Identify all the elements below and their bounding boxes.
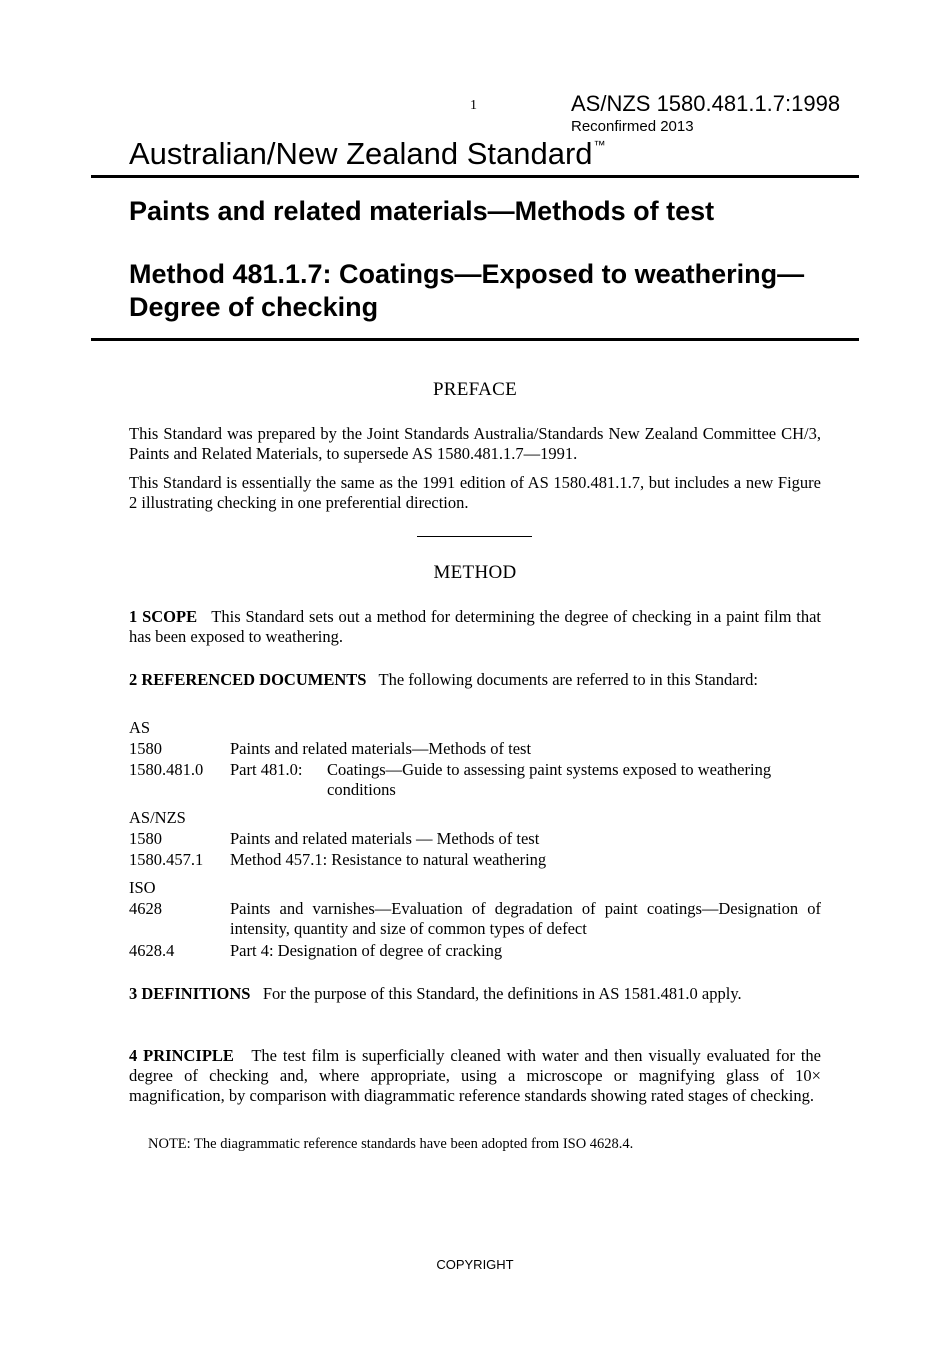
reference-code: 1580.481.0 (129, 760, 204, 779)
top-rule (91, 175, 859, 178)
method-title: Method 481.1.7: Coatings—Exposed to weathering—Degree of checking (129, 259, 805, 322)
scope-clause (129, 607, 821, 647)
reference-item (129, 760, 821, 800)
definitions-clause (129, 984, 821, 1004)
reference-group-name: ISO (129, 878, 156, 897)
reference-code: 4628 (129, 899, 162, 918)
reference-code: 1580.457.1 (129, 850, 204, 869)
reference-item (129, 829, 821, 849)
reference-text: Paints and varnishes—Evaluation of degradation of paint coatings—Designation of intensity, quantity and size of common types of defect (230, 899, 821, 938)
preface-paragraph: This Standard is essentially the same as the 1991 edition of AS 1580.481.1.7, but includes a new Figure 2 illustrating checking in one preferential direction. (129, 473, 821, 512)
preface-paragraph: This Standard was prepared by the Joint Standards Australia/Standards New Zealand Committee CH/3, Paints and Related Materials, to supersede AS 1580.481.1.7—1991. (129, 424, 821, 463)
title-bottom-rule (91, 338, 859, 341)
references-text: The following documents are referred to in this Standard: (378, 670, 758, 689)
standard-number: AS/NZS 1580.481.1.7:1998 (571, 91, 841, 116)
trademark-symbol: ™ (593, 138, 606, 152)
reference-group-name: AS/NZS (129, 808, 186, 827)
reference-text: Part 4: Designation of degree of cracking (230, 941, 503, 960)
standard-title-text: Australian/New Zealand Standard (129, 136, 593, 171)
definitions-label: 3 DEFINITIONS (129, 984, 251, 1003)
reference-text: Paints and related materials—Methods of test (230, 739, 532, 758)
reference-group-name: AS (129, 718, 151, 737)
references-label: 2 REFERENCED DOCUMENTS (129, 670, 367, 689)
definitions-text: For the purpose of this Standard, the definitions in AS 1581.481.0 apply. (262, 984, 742, 1003)
page-number: 1 (470, 98, 477, 113)
scope-label: 1 SCOPE (129, 607, 198, 626)
reference-text: Coatings—Guide to assessing paint systems exposed to weathering conditions (327, 760, 772, 799)
reference-code: 1580 (129, 739, 162, 758)
main-title: Paints and related materials—Methods of test (129, 196, 715, 226)
method-heading: METHOD (433, 562, 517, 583)
note-text: NOTE: The diagrammatic reference standards have been adopted from ISO 4628.4. (148, 1136, 634, 1152)
reference-text: Method 457.1: Resistance to natural weathering (230, 850, 547, 869)
principle-text: The test film is superficially cleaned with water and then visually evaluated for the degree of checking and, where appropriate, using a microscope or magnifying glass of 10× magnification, by comparison with diagrammatic reference standards showing rated stages of checking. (129, 1046, 822, 1105)
reference-item (129, 941, 821, 961)
principle-clause (129, 1046, 821, 1106)
reference-part: Part 481.0: (230, 760, 303, 779)
reference-item (129, 850, 821, 870)
preface-heading: PREFACE (432, 379, 518, 400)
reference-text: Paints and related materials — Methods of test (230, 829, 540, 848)
reference-item (129, 899, 821, 939)
reconfirmed-label: Reconfirmed 2013 (571, 118, 694, 135)
copyright-footer: COPYRIGHT (436, 1257, 514, 1272)
reference-code: 4628.4 (129, 941, 175, 960)
standard-title (129, 136, 606, 172)
principle-label: 4 PRINCIPLE (129, 1046, 234, 1065)
section-divider (417, 536, 532, 537)
scope-text: This Standard sets out a method for determining the degree of checking in a paint film that has been exposed to weathering. (129, 607, 821, 646)
reference-item (129, 739, 821, 759)
references-clause (129, 670, 821, 690)
reference-code: 1580 (129, 829, 162, 848)
